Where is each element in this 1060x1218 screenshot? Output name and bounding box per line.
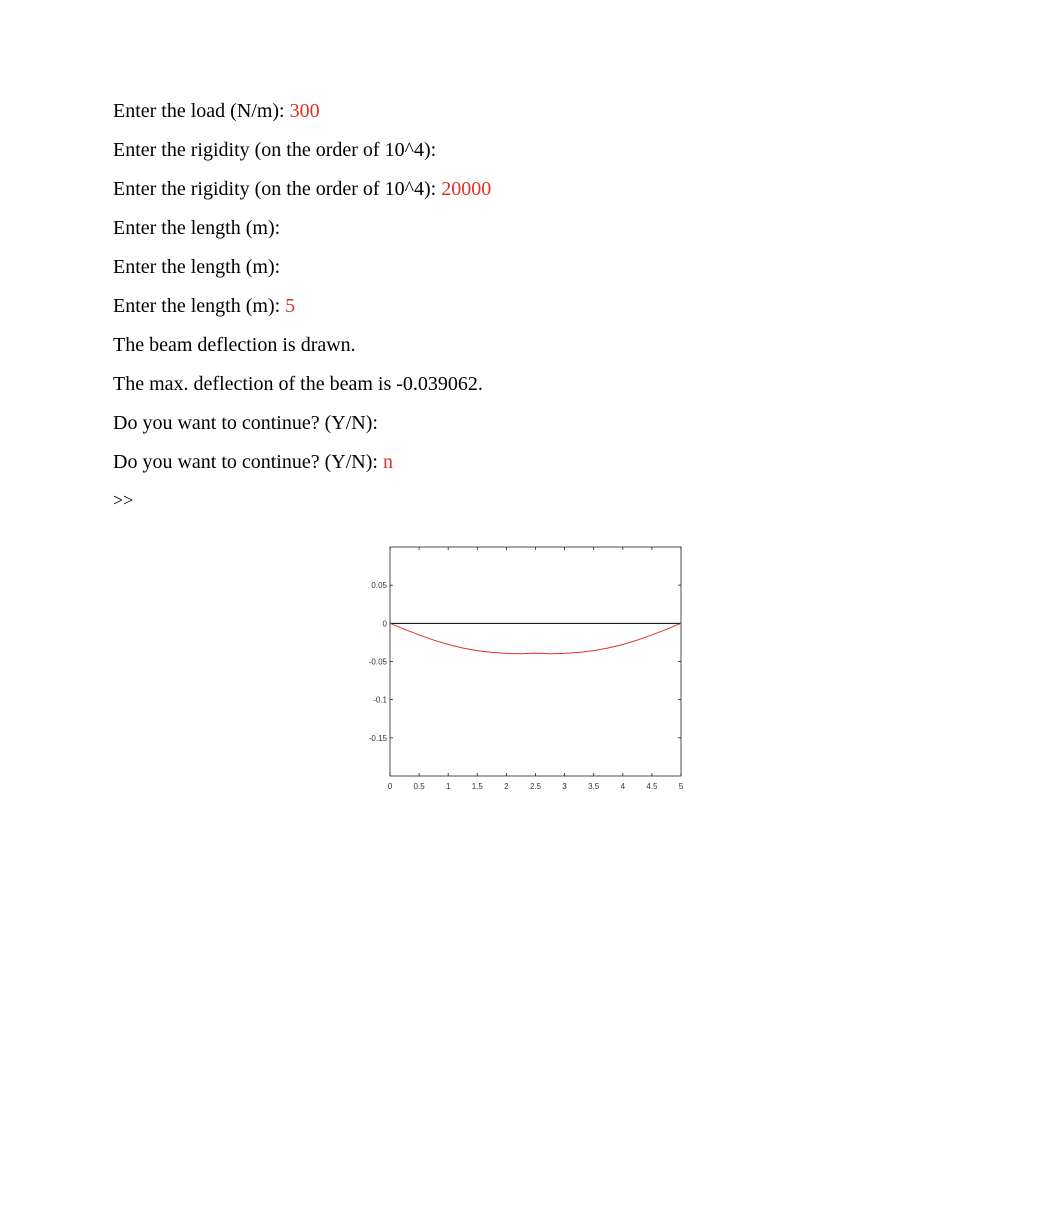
plot-frame — [390, 547, 681, 776]
console-line — [113, 137, 933, 176]
x-tick-label: 0.5 — [413, 782, 425, 791]
console-input-value: 20000 — [441, 178, 492, 200]
x-tick-label: 1 — [445, 782, 451, 791]
console-text: Enter the rigidity (on the order of 10^4): — [113, 139, 442, 161]
command-prompt[interactable]: >> — [113, 490, 134, 510]
deflection-chart — [350, 535, 700, 805]
x-tick-label: 4 — [620, 782, 626, 791]
console-text: The beam deflection is drawn. — [113, 334, 356, 356]
console-text: Enter the length (m): — [113, 217, 286, 239]
y-tick-label: -0.05 — [368, 657, 387, 667]
console-text: The max. deflection of the beam is -0.039062. — [113, 373, 483, 395]
x-tick-label: 0 — [387, 782, 393, 791]
console-line — [113, 98, 933, 137]
y-tick-label: 0.05 — [371, 581, 387, 591]
console-line — [113, 293, 933, 332]
x-tick-label: 2.5 — [529, 782, 542, 791]
command-window — [113, 98, 933, 512]
deflection-plot — [350, 535, 700, 805]
console-line — [113, 332, 933, 371]
console-line — [113, 215, 933, 254]
x-tick-label: 5 — [678, 782, 684, 791]
console-text: Enter the rigidity (on the order of 10^4): — [113, 178, 442, 200]
console-line — [113, 371, 933, 410]
x-tick-label: 4.5 — [646, 782, 658, 791]
y-tick-label: -0.1 — [373, 695, 387, 705]
console-text: Enter the length (m): — [113, 256, 286, 278]
console-input-value: n — [382, 451, 393, 473]
console-text: Enter the load (N/m): — [113, 100, 290, 122]
console-line — [113, 449, 933, 488]
console-input-value: 300 — [289, 100, 320, 122]
console-input-value: 5 — [285, 295, 296, 317]
x-tick-label: 3.5 — [588, 782, 600, 791]
console-text: Enter the length (m): — [113, 295, 286, 317]
x-tick-label: 1.5 — [471, 782, 483, 791]
x-tick-label: 2 — [504, 782, 509, 791]
y-tick-label: 0 — [382, 619, 387, 629]
console-line — [113, 176, 933, 215]
console-text: Do you want to continue? (Y/N): — [113, 412, 383, 434]
y-tick-label: -0.15 — [368, 733, 387, 743]
console-text: Do you want to continue? (Y/N): — [113, 451, 383, 473]
x-tick-label: 3 — [562, 782, 567, 791]
console-line — [113, 254, 933, 293]
console-line — [113, 410, 933, 449]
